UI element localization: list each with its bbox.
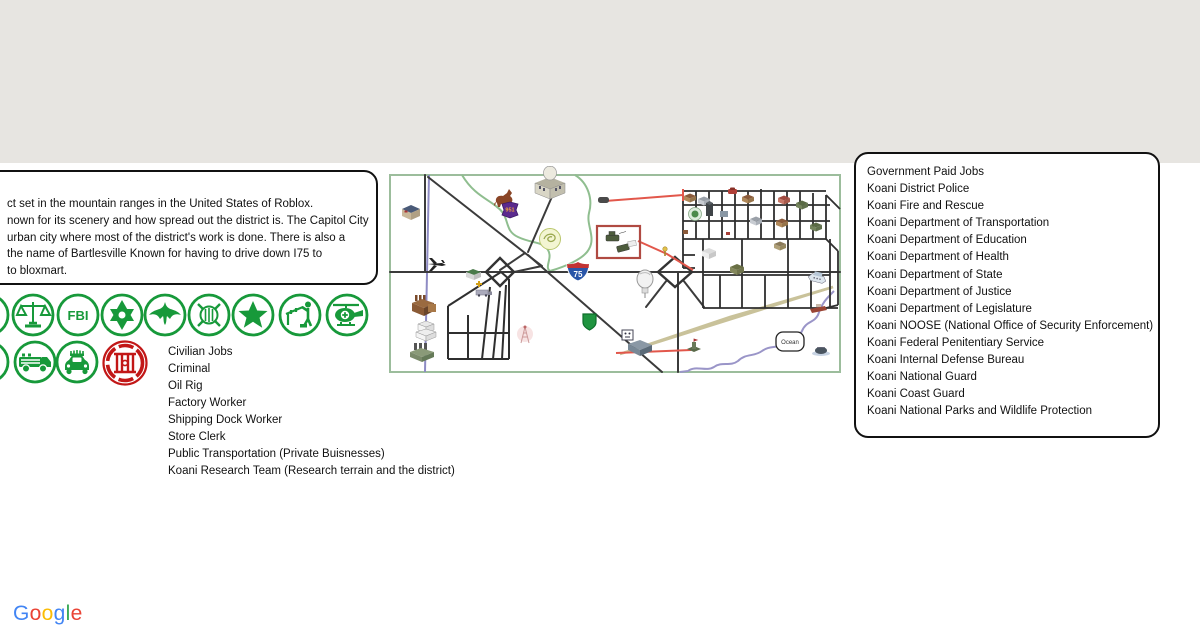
medical-helicopter-icon bbox=[325, 293, 369, 342]
description-line: urban city where most of the district's work is done. There is also a bbox=[7, 231, 346, 244]
jobs-line: Shipping Dock Worker bbox=[168, 414, 283, 426]
panel-line: Koani Internal Defense Bureau bbox=[867, 354, 1025, 367]
government-jobs-panel bbox=[854, 152, 1160, 438]
svg-text:FBI: FBI bbox=[67, 308, 89, 323]
description-line: the name of Bartlesville Known for having to drive down I75 to bbox=[7, 248, 323, 261]
logo-letter: e bbox=[70, 602, 83, 625]
swirl-terrain-icon bbox=[540, 229, 561, 250]
panel-line: Koani National Guard bbox=[867, 371, 977, 384]
cut-off-badge-icon bbox=[0, 340, 10, 389]
jobs-line: Koani Research Team (Research terrain and the district) bbox=[168, 465, 455, 477]
route-951-shield bbox=[502, 202, 518, 218]
panel-line: Koani Department of Education bbox=[867, 234, 1027, 247]
panel-line: Koani Department of Legislature bbox=[867, 302, 1032, 315]
svg-text:951: 951 bbox=[505, 207, 515, 214]
jobs-line: Factory Worker bbox=[168, 397, 247, 409]
panel-line: Koani Federal Penitentiary Service bbox=[867, 336, 1045, 349]
fbi-badge-icon bbox=[56, 293, 100, 342]
jobs-line: Store Clerk bbox=[168, 431, 226, 443]
panel-line: Koani NOOSE (National Office of Security Enforcement) bbox=[867, 319, 1154, 332]
logo-letter: o bbox=[41, 602, 54, 625]
description-line: ct set in the mountain ranges in the United States of Roblox. bbox=[7, 198, 314, 210]
cut-off-badge-icon bbox=[0, 293, 10, 342]
svg-text:75: 75 bbox=[573, 270, 583, 279]
scales-of-justice-icon bbox=[11, 293, 55, 342]
eagle-icon bbox=[143, 293, 187, 342]
panel-line: Koani Coast Guard bbox=[867, 388, 965, 401]
police-car-icon bbox=[55, 340, 99, 389]
panel-line: Koani Department of Health bbox=[867, 251, 1009, 264]
panel-line: Koani Department of Transportation bbox=[867, 217, 1050, 230]
ocean-label bbox=[776, 332, 804, 351]
description-line: nown for its scenery and how spread out the district is. The Capitol City bbox=[7, 214, 369, 227]
capitol-building-icon bbox=[535, 166, 565, 199]
jobs-line: Civilian Jobs bbox=[168, 346, 233, 358]
logo-letter: l bbox=[65, 602, 71, 625]
description-line: to bloxmart. bbox=[7, 265, 68, 278]
panel-line: Koani District Police bbox=[867, 183, 970, 196]
sheriff-star-icon bbox=[100, 293, 144, 342]
fire-truck-icon bbox=[13, 340, 57, 389]
border-officer-icon bbox=[278, 293, 322, 342]
panel-line: Koani Department of State bbox=[867, 268, 1003, 281]
logo-letter: o bbox=[29, 602, 42, 625]
logo-letter: G bbox=[13, 602, 30, 625]
panel-title: Government Paid Jobs bbox=[867, 166, 984, 178]
svg-text:Ocean: Ocean bbox=[781, 340, 799, 346]
district-map bbox=[389, 166, 841, 374]
jobs-line: Public Transportation (Private Buisnesses) bbox=[168, 448, 385, 460]
jail-bars-icon bbox=[101, 339, 149, 392]
coast-guard-icon bbox=[187, 293, 231, 342]
jobs-line: Criminal bbox=[168, 363, 211, 375]
logo-letter: g bbox=[53, 602, 66, 625]
civilian-jobs-list bbox=[168, 344, 455, 480]
panel-line: Koani National Parks and Wildlife Protection bbox=[867, 405, 1093, 418]
warehouse-white-icon bbox=[416, 321, 436, 341]
star-badge-icon bbox=[231, 293, 275, 342]
panel-line: Koani Department of Justice bbox=[867, 285, 1012, 298]
google-logo[interactable] bbox=[13, 602, 83, 626]
panel-line: Koani Fire and Rescue bbox=[867, 200, 984, 213]
top-gray-band bbox=[0, 0, 1200, 163]
district-description-box bbox=[0, 170, 378, 285]
jobs-line: Oil Rig bbox=[168, 380, 203, 392]
